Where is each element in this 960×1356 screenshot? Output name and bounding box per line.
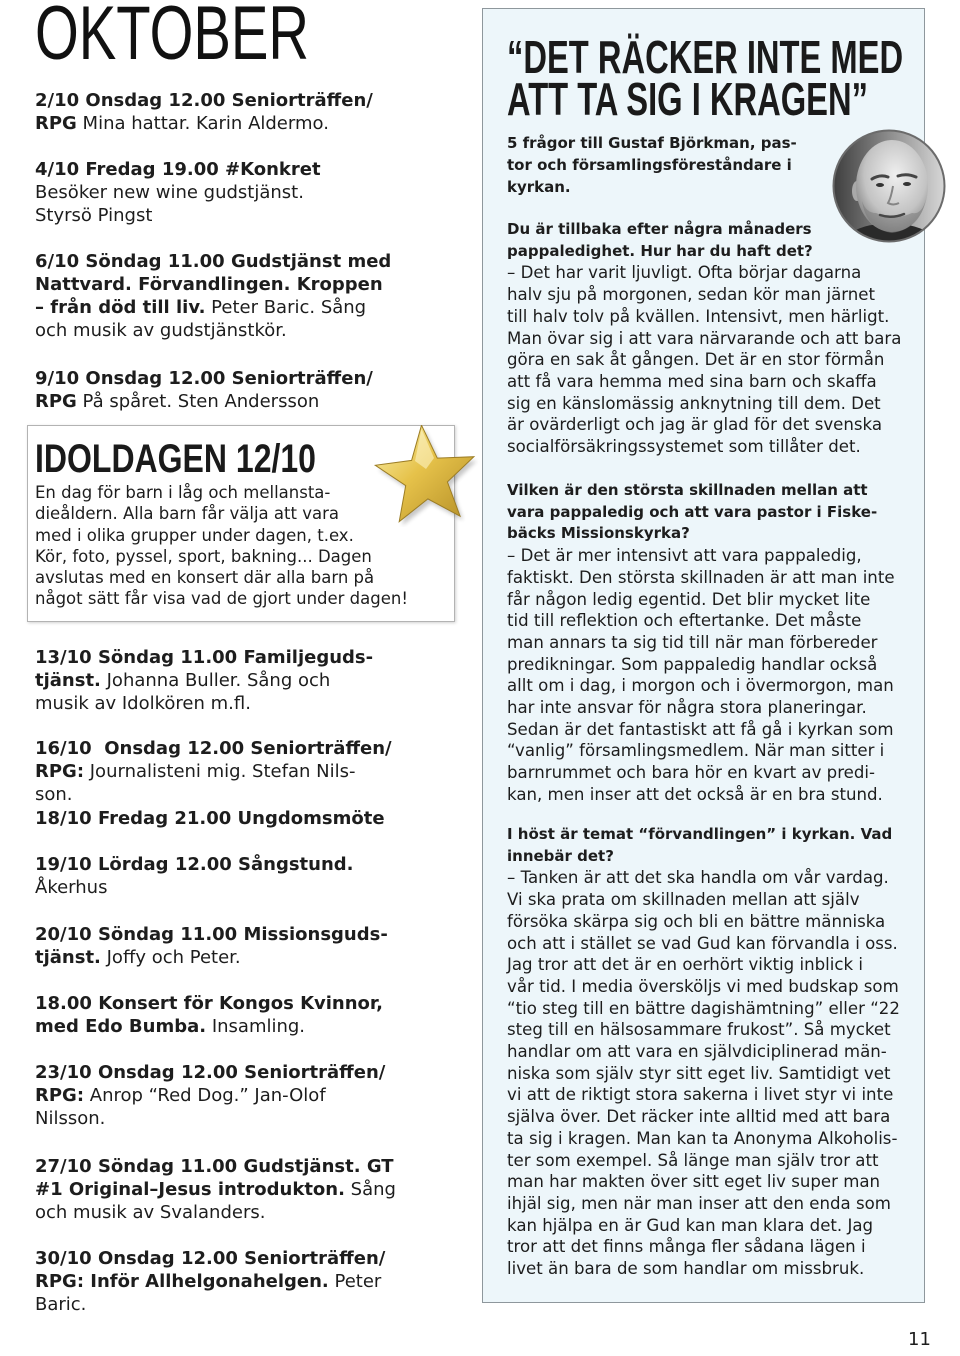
event-details: Johanna Buller. Sång och musik av Idolkören m.fl. xyxy=(35,669,331,714)
event xyxy=(35,853,354,899)
event xyxy=(35,1247,385,1316)
event-title: 30/10 Onsdag 12.00 Seniorträffen/ RPG: Inför Allhelgonahelgen. xyxy=(35,1247,386,1292)
event-title: 19/10 Lördag 12.00 Sångstund. xyxy=(35,853,354,875)
event xyxy=(35,646,373,715)
interview-answer: – Tanken är att det ska handla om vår vardag. Vi ska prata om skillnaden mellan att själv försöka skärpa sig och bli en bättre människa och att i stället se vad Gud kan förvandla i oss. Jag tror att det är en oerhört viktig inblick i vår tid. I media översköljs vi med budskap som “tio steg till en bättre dagishämtning” eller “22 steg till en hälsosammare frukost”. Så mycket handlar om att vara en självdiciplinerad män- niska som själv styr sitt eget liv. Samtidigt vet vi att de riktigt stora sakerna i livet styr vi inte själva över. Det räcker inte alltid med att bara ta sig i kragen. Man kan ta Anonyma Alkoholis- ter som exempel. Så länge man själv tror att man har makten över sitt eget liv super man ihjäl sig, men när man inser att den enda som kan hjälpa en är Gud kan man klara det. Jag tror att det finns många fler sådana lägen i livet än bara de som handlar om missbruk. xyxy=(507,868,900,1279)
event-details: På spåret. Sten Andersson xyxy=(76,390,320,412)
event-title: 27/10 Söndag 11.00 Gudstjänst. GT #1 Original–Jesus introdukton. xyxy=(35,1155,394,1200)
event-details: Sång och musik av Svalanders. xyxy=(35,1178,396,1223)
event-title: 18/10 Fredag 21.00 Ungdomsmöte xyxy=(35,807,385,829)
month-title: OKTOBER xyxy=(35,0,309,76)
event xyxy=(35,737,392,806)
event-details: Journalisteni mig. Stefan Nils- son. xyxy=(35,760,356,805)
event-details: Joffy och Peter. xyxy=(100,946,241,968)
interview-question: Vilken är den största skillnaden mellan att vara pappaledig och att vara pastor i Fiske- bäcks Missionskyrka? xyxy=(507,481,878,543)
idoldagen-heading: IDOLDAGEN 12/10 xyxy=(35,437,316,481)
interview-answer: – Det är mer intensivt att vara pappaledig, faktiskt. Den största skillnaden är att man inte får någon ledig egentid. Det blir mycket lite tid till reflektion och eftertanke. Det måste man annars ta sig tid till när man förbereder predikningar. Som pappaledig handlar också allt om i dag, i morgon och i övermorgon, man har inte ansvar för några stora planeringar. Sedan är det fantastiskt att få gå i kyrkan som “vanlig” församlingsmedlem. När man sitter i barnrummet och bara hör en kvart av predi- kan, men inser att det också är en bra stund. xyxy=(507,546,895,804)
event-title: 23/10 Onsdag 12.00 Seniorträffen/ RPG: xyxy=(35,1061,386,1106)
event xyxy=(35,1061,385,1130)
event-details: Mina hattar. Karin Aldermo. xyxy=(76,112,329,134)
interview-question: Du är tillbaka efter några månaders pappaledighet. Hur har du haft det? xyxy=(507,220,813,260)
portrait-photo xyxy=(832,129,946,243)
interview-question: I höst är temat “förvandlingen” i kyrkan. Vad innebär det? xyxy=(507,825,893,865)
event-title: 2/10 Onsdag 12.00 Seniorträffen/ RPG xyxy=(35,89,373,134)
idoldagen-description: En dag för barn i låg och mellansta- dieåldern. Alla barn får välja att vara med i olika grupper under dagen, t.ex. Kör, foto, pyssel, sport, bakning... Dagen avslutas med en konsert där alla barn på något sätt får visa vad de gjort under dagen! xyxy=(35,483,408,609)
interview-box xyxy=(482,8,925,1303)
event xyxy=(35,250,391,342)
event-title: 20/10 Söndag 11.00 Missionsguds- tjänst. xyxy=(35,923,388,968)
event xyxy=(35,1155,396,1224)
event-title: 13/10 Söndag 11.00 Familjeguds- tjänst. xyxy=(35,646,374,691)
star-icon xyxy=(370,425,482,527)
event-title: 6/10 Söndag 11.00 Gudstjänst med Nattvard. Förvandlingen. Kroppen – från död till liv. xyxy=(35,250,392,318)
event xyxy=(35,992,383,1038)
event-details: Peter Baric. Sång och musik av gudstjänstkör. xyxy=(35,296,367,341)
event xyxy=(35,807,385,830)
event-details: Åkerhus xyxy=(35,876,108,898)
event-title: 4/10 Fredag 19.00 #Konkret xyxy=(35,158,321,180)
event-details: Anrop “Red Dog.” Jan-Olof Nilsson. xyxy=(35,1084,326,1129)
event xyxy=(35,89,373,135)
event-title: 16/10 Onsdag 12.00 Seniorträffen/ RPG: xyxy=(35,737,392,782)
event xyxy=(35,158,321,227)
interview-intro: 5 frågor till Gustaf Björkman, pas- tor och församlingsföreståndare i kyrkan. xyxy=(507,134,797,196)
event-title: 18.00 Konsert för Kongos Kvinnor, med Edo Bumba. xyxy=(35,992,383,1037)
event xyxy=(35,923,388,969)
event-details: Peter Baric. xyxy=(35,1270,382,1315)
event xyxy=(35,367,373,413)
page-number: 11 xyxy=(908,1329,931,1350)
interview-headline: “DET RÄCKER INTE MED ATT TA SIG I KRAGEN” xyxy=(507,31,904,125)
event-details: Insamling. xyxy=(206,1015,306,1037)
interview-answer: – Det har varit ljuvligt. Ofta börjar dagarna halv sju på morgonen, sedan kör man järnet till halv tolv på kvällen. Intensivt, men härligt. Man övar sig i att vara närvarande och att bara göra en sak åt gången. Det är en stor förmån att få vara hemma med sina barn och skaffa sig en känslomässig anknytning till dem. Det är ovärderligt och jag är glad för det svenska socialförsäkringssystemet som tillåter det. xyxy=(507,263,902,457)
event-details: Besöker new wine gudstjänst. Styrsö Pingst xyxy=(35,181,304,226)
event-title: 9/10 Onsdag 12.00 Seniorträffen/ RPG xyxy=(35,367,373,412)
